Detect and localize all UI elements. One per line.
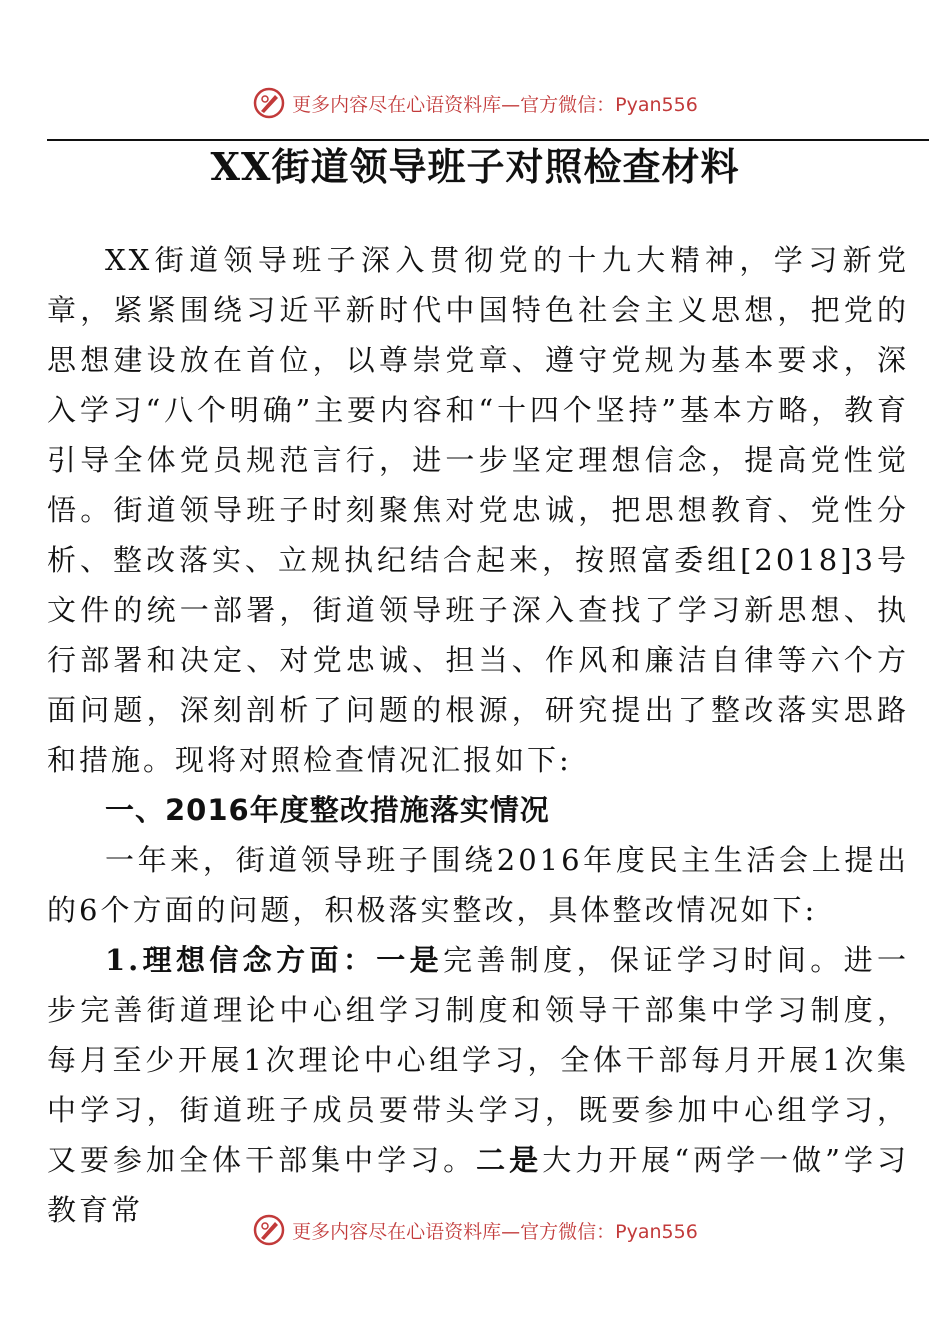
watermark-banner-bottom (0, 1213, 950, 1247)
item-second-text: 大力开展“两学一做”学习教育常 (47, 1143, 909, 1227)
item-first-label: 一是 (376, 943, 444, 977)
watermark-text: 更多内容尽在心语资料库—官方微信：Pyan556 (292, 93, 698, 116)
item-label: 1.理想信念方面： (105, 943, 377, 977)
pen-in-circle-icon (252, 1213, 286, 1247)
document-title: XX街道领导班子对照检查材料 (210, 144, 740, 189)
document-body (47, 235, 909, 1235)
section-paragraph: 一年来，街道领导班子围绕2016年度民主生活会上提出的6个方面的问题，积极落实整改，具体整改情况如下: (47, 843, 909, 927)
item-second-label: 二是 (476, 1143, 543, 1177)
watermark-text: 更多内容尽在心语资料库—官方微信：Pyan556 (292, 1220, 698, 1243)
intro-paragraph: XX街道领导班子深入贯彻党的十九大精神，学习新党章，紧紧围绕习近平新时代中国特色社会主义思想，把党的思想建设放在首位，以尊崇党章、遵守党规为基本要求，深入学习“八个明确”主要内容和“十四个坚持”基本方略，教育引导全体党员规范言行，进一步坚定理想信念，提高党性觉悟。街道领导班子时刻聚焦对党忠诚，把思想教育、党性分析、整改落实、立规执纪结合起来，按照富委组[2018]3号文件的统一部署，街道领导班子深入查找了学习新思想、执行部署和决定、对党忠诚、担当、作风和廉洁自律等六个方面问题，深刻剖析了问题的根源，研究提出了整改落实思路和措施。现将对照检查情况汇报如下: (47, 243, 909, 777)
item-paragraph (47, 935, 909, 1235)
item-first-text: 完善制度，保证学习时间。进一步完善街道理论中心组学习制度和领导干部集中学习制度，每月至少开展1次理论中心组学习，全体干部每月开展1次集中学习，街道班子成员要带头学习，既要参加中心组学习，又要参加全体干部集中学习。 (47, 943, 909, 1177)
pen-in-circle-icon (252, 86, 286, 120)
section-heading: 一、2016年度整改措施落实情况 (105, 793, 550, 827)
watermark-banner-top (0, 86, 950, 120)
header-rule (47, 139, 929, 141)
